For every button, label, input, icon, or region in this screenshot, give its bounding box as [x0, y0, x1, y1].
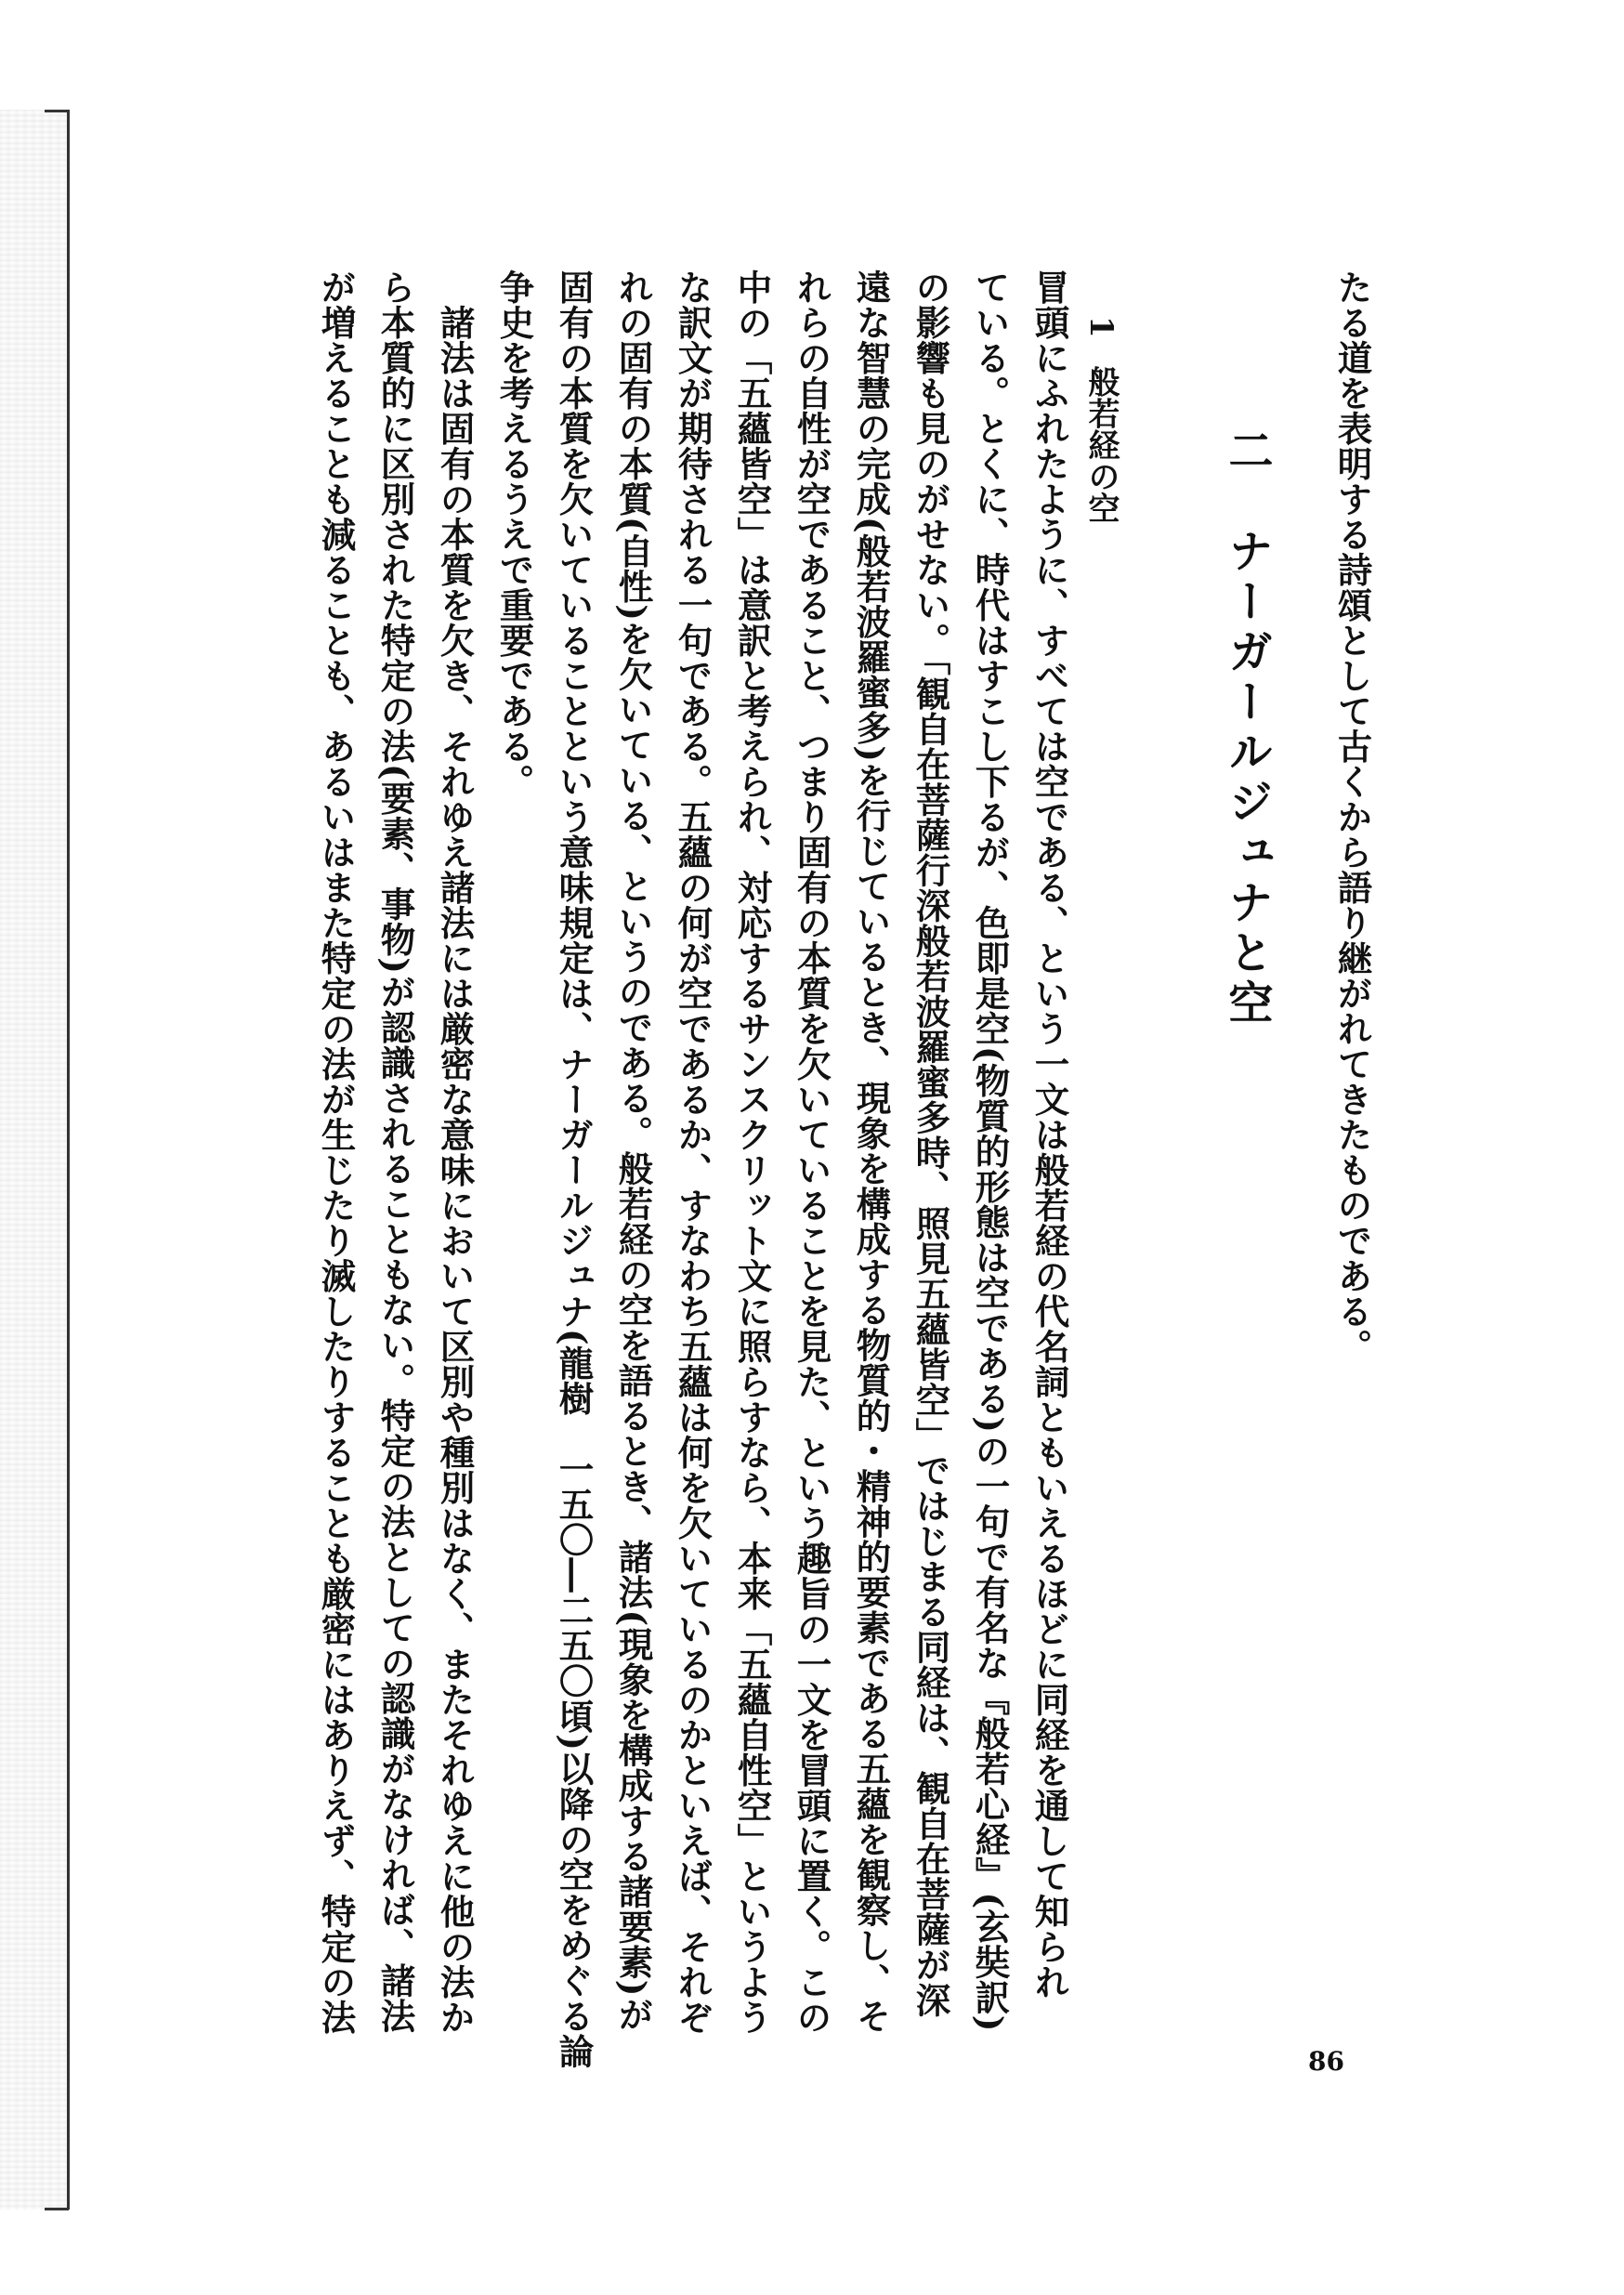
paragraph-1-line-3: の影響も見のがせない。「観自在菩薩行深般若波羅蜜多時、照見五蘊皆空」ではじまる同経は、観自在菩薩が深 [910, 269, 951, 2018]
paragraph-1-line-2: ている。とくに、時代はすこし下るが、色即是空(物質的形態は空である)の一句で有名な『般若心経』(玄奘訳) [969, 269, 1011, 2032]
paragraph-1-line-1: 冒頭にふれたように、すべては空である、という一文は般若経の代名詞ともいえるほどに同経を通して知られ [1028, 269, 1070, 2000]
paragraph-1-line-5: れらの自性が空であること、つまり固有の本質を欠いていることを見た、という趣旨の一文を冒頭に置く。この [791, 269, 832, 2035]
subsection-heading [1082, 316, 1120, 524]
paragraph-2-line-2: ら本質的に区別された特定の法(要素、事物)が認識されることもない。特定の法としての認識がなければ、諸法 [374, 269, 416, 2034]
subsection-number: 1 [1082, 316, 1120, 338]
paragraph-1-line-9: 固有の本質を欠いていることという意味規定は、ナーガールジュナ(龍樹 一五〇―二五〇頃)以降の空をめぐる論 [553, 269, 595, 2069]
paragraph-1-line-8: れの固有の本質(自性)を欠いている、というのである。般若経の空を語るとき、諸法(現象を構成する諸要素)が [612, 269, 654, 2032]
paragraph-1-line-4: 遠な智慧の完成(般若波羅蜜多)を行じているとき、現象を構成する物質的・精神的要素である五蘊を観察し、そ [850, 269, 892, 2034]
continuation-line: たる道を表明する詩頌として古くから語り継がれてきたものである。 [1331, 269, 1373, 1364]
paragraph-2-line-3: が増えることも減ることも、あるいはまた特定の法が生じたり滅したりすることも厳密にはありえず、特定の法 [315, 269, 357, 2035]
binding-tick-top [45, 110, 69, 112]
binding-tick-bottom [45, 2208, 69, 2210]
section-heading: 二 ナーガールジュナと空 [1221, 427, 1273, 1029]
paragraph-1-line-6: 中の「五蘊皆空」は意訳と考えられ、対応するサンスクリット文に照らすなら、本来「五蘊自性空」というよう [731, 269, 773, 2035]
subsection-title: 般若経の空 [1082, 365, 1120, 524]
binding-rule [67, 110, 70, 2210]
paragraph-1-line-7: な訳文が期待される一句である。五蘊の何が空であるか、すなわち五蘊は何を欠いているのかといえば、それぞ [672, 269, 714, 2035]
binding-edge [0, 110, 67, 2210]
paragraph-2-line-1: 諸法は固有の本質を欠き、それゆえ諸法には厳密な意味において区別や種別はなく、またそれゆえに他の法か [434, 269, 476, 2035]
page-number: 86 [1308, 2046, 1344, 2077]
paragraph-1-line-10: 争史を考えるうえで重要である。 [493, 269, 535, 799]
